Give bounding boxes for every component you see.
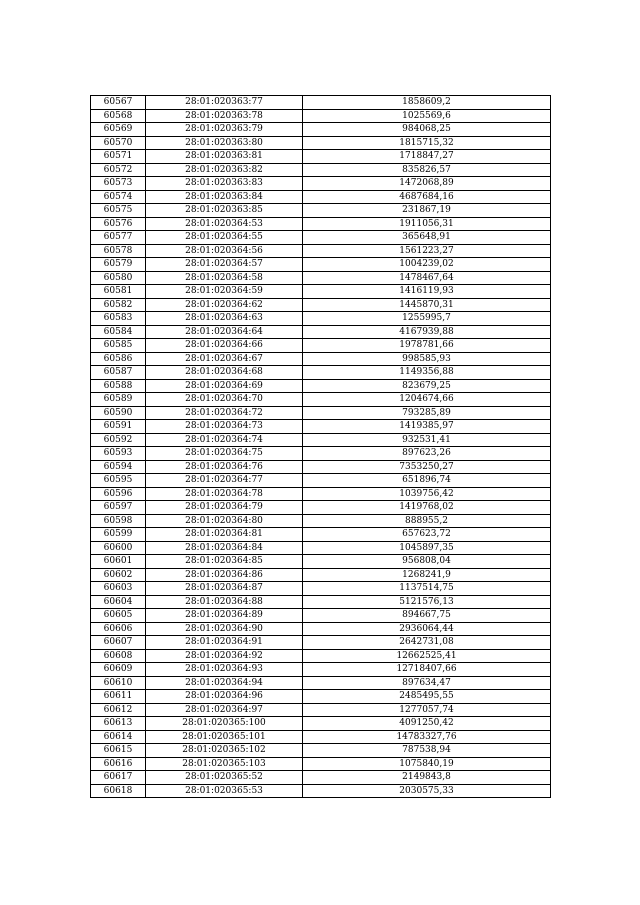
- table-row: [91, 325, 551, 339]
- cadastral-number-cell: 28:01:020364:88: [146, 595, 303, 609]
- cadastral-number-cell: 28:01:020364:62: [146, 298, 303, 312]
- row-number-cell: 60615: [91, 744, 146, 758]
- value-cell: 2642731,08: [303, 636, 551, 650]
- cadastral-number-cell: 28:01:020365:101: [146, 730, 303, 744]
- row-number-cell: 60614: [91, 730, 146, 744]
- row-number-cell: 60598: [91, 514, 146, 528]
- row-number-cell: 60609: [91, 663, 146, 677]
- row-number-cell: 60575: [91, 204, 146, 218]
- row-number-cell: 60595: [91, 474, 146, 488]
- row-number-cell: 60600: [91, 541, 146, 555]
- table-row: [91, 258, 551, 272]
- table-row: [91, 555, 551, 569]
- table-row: [91, 568, 551, 582]
- value-cell: 12718407,66: [303, 663, 551, 677]
- row-number-cell: 60568: [91, 109, 146, 123]
- table-row: [91, 717, 551, 731]
- row-number-cell: 60618: [91, 784, 146, 798]
- table-row: [91, 339, 551, 353]
- table-row: [91, 433, 551, 447]
- value-cell: 984068,25: [303, 123, 551, 137]
- cadastral-number-cell: 28:01:020365:100: [146, 717, 303, 731]
- table-row: [91, 784, 551, 798]
- table-row: [91, 487, 551, 501]
- cadastral-number-cell: 28:01:020365:52: [146, 771, 303, 785]
- cadastral-number-cell: 28:01:020364:55: [146, 231, 303, 245]
- cadastral-number-cell: 28:01:020363:80: [146, 136, 303, 150]
- row-number-cell: 60599: [91, 528, 146, 542]
- table-row: [91, 406, 551, 420]
- cadastral-number-cell: 28:01:020363:78: [146, 109, 303, 123]
- cadastral-number-cell: 28:01:020364:90: [146, 622, 303, 636]
- value-cell: 1277057,74: [303, 703, 551, 717]
- table-row: [91, 730, 551, 744]
- value-cell: 1419385,97: [303, 420, 551, 434]
- value-cell: 1416119,93: [303, 285, 551, 299]
- value-cell: 4687684,16: [303, 190, 551, 204]
- cadastral-number-cell: 28:01:020364:89: [146, 609, 303, 623]
- row-number-cell: 60594: [91, 460, 146, 474]
- cadastral-number-cell: 28:01:020364:69: [146, 379, 303, 393]
- row-number-cell: 60611: [91, 690, 146, 704]
- row-number-cell: 60573: [91, 177, 146, 191]
- row-number-cell: 60617: [91, 771, 146, 785]
- value-cell: 1858609,2: [303, 96, 551, 110]
- row-number-cell: 60605: [91, 609, 146, 623]
- value-cell: 2030575,33: [303, 784, 551, 798]
- cadastral-number-cell: 28:01:020364:76: [146, 460, 303, 474]
- value-cell: 1075840,19: [303, 757, 551, 771]
- table-row: [91, 136, 551, 150]
- table-row: [91, 636, 551, 650]
- cadastral-number-cell: 28:01:020364:92: [146, 649, 303, 663]
- row-number-cell: 60580: [91, 271, 146, 285]
- cadastral-number-cell: 28:01:020363:77: [146, 96, 303, 110]
- value-cell: 1255995,7: [303, 312, 551, 326]
- cadastral-number-cell: 28:01:020364:59: [146, 285, 303, 299]
- value-cell: 998585,93: [303, 352, 551, 366]
- cadastral-number-cell: 28:01:020364:56: [146, 244, 303, 258]
- cadastral-number-cell: 28:01:020364:53: [146, 217, 303, 231]
- row-number-cell: 60570: [91, 136, 146, 150]
- value-cell: 12662525,41: [303, 649, 551, 663]
- row-number-cell: 60612: [91, 703, 146, 717]
- row-number-cell: 60577: [91, 231, 146, 245]
- value-cell: 1137514,75: [303, 582, 551, 596]
- table-row: [91, 217, 551, 231]
- row-number-cell: 60585: [91, 339, 146, 353]
- cadastral-number-cell: 28:01:020365:103: [146, 757, 303, 771]
- value-cell: 651896,74: [303, 474, 551, 488]
- row-number-cell: 60606: [91, 622, 146, 636]
- cadastral-number-cell: 28:01:020365:102: [146, 744, 303, 758]
- cadastral-number-cell: 28:01:020363:82: [146, 163, 303, 177]
- row-number-cell: 60613: [91, 717, 146, 731]
- value-cell: 1039756,42: [303, 487, 551, 501]
- table-row: [91, 379, 551, 393]
- value-cell: 4167939,88: [303, 325, 551, 339]
- value-cell: 365648,91: [303, 231, 551, 245]
- value-cell: 932531,41: [303, 433, 551, 447]
- cadastral-number-cell: 28:01:020363:85: [146, 204, 303, 218]
- table-row: [91, 676, 551, 690]
- row-number-cell: 60576: [91, 217, 146, 231]
- row-number-cell: 60582: [91, 298, 146, 312]
- cadastral-number-cell: 28:01:020364:97: [146, 703, 303, 717]
- table-row: [91, 420, 551, 434]
- row-number-cell: 60590: [91, 406, 146, 420]
- value-cell: 1561223,27: [303, 244, 551, 258]
- row-number-cell: 60593: [91, 447, 146, 461]
- row-number-cell: 60586: [91, 352, 146, 366]
- cadastral-number-cell: 28:01:020364:74: [146, 433, 303, 447]
- value-cell: 1149356,88: [303, 366, 551, 380]
- cadastral-number-cell: 28:01:020364:93: [146, 663, 303, 677]
- value-cell: 894667,75: [303, 609, 551, 623]
- cadastral-number-cell: 28:01:020364:63: [146, 312, 303, 326]
- table-row: [91, 528, 551, 542]
- table-row: [91, 298, 551, 312]
- table-row: [91, 703, 551, 717]
- table-row: [91, 231, 551, 245]
- cadastral-number-cell: 28:01:020363:81: [146, 150, 303, 164]
- cadastral-number-cell: 28:01:020364:72: [146, 406, 303, 420]
- table-row: [91, 582, 551, 596]
- cadastral-number-cell: 28:01:020364:94: [146, 676, 303, 690]
- cadastral-number-cell: 28:01:020364:57: [146, 258, 303, 272]
- row-number-cell: 60584: [91, 325, 146, 339]
- cadastral-number-cell: 28:01:020364:91: [146, 636, 303, 650]
- value-cell: 1025569,6: [303, 109, 551, 123]
- table-row: [91, 204, 551, 218]
- table-row: [91, 123, 551, 137]
- table-row: [91, 514, 551, 528]
- row-number-cell: 60601: [91, 555, 146, 569]
- cadastral-number-cell: 28:01:020364:86: [146, 568, 303, 582]
- table-row: [91, 663, 551, 677]
- row-number-cell: 60616: [91, 757, 146, 771]
- value-cell: 1419768,02: [303, 501, 551, 515]
- value-cell: 1004239,02: [303, 258, 551, 272]
- table-row: [91, 757, 551, 771]
- table-row: [91, 312, 551, 326]
- value-cell: 2485495,55: [303, 690, 551, 704]
- table-row: [91, 150, 551, 164]
- table-row: [91, 366, 551, 380]
- row-number-cell: 60592: [91, 433, 146, 447]
- table-body: [91, 96, 551, 798]
- value-cell: 2936064,44: [303, 622, 551, 636]
- table-row: [91, 177, 551, 191]
- value-cell: 1911056,31: [303, 217, 551, 231]
- table-row: [91, 649, 551, 663]
- cadastral-number-cell: 28:01:020364:67: [146, 352, 303, 366]
- cadastral-number-cell: 28:01:020364:79: [146, 501, 303, 515]
- table-row: [91, 447, 551, 461]
- value-cell: 5121576,13: [303, 595, 551, 609]
- table-row: [91, 690, 551, 704]
- row-number-cell: 60591: [91, 420, 146, 434]
- cadastral-number-cell: 28:01:020363:79: [146, 123, 303, 137]
- row-number-cell: 60603: [91, 582, 146, 596]
- cadastral-value-table: [90, 95, 551, 798]
- cadastral-number-cell: 28:01:020364:58: [146, 271, 303, 285]
- cadastral-number-cell: 28:01:020363:83: [146, 177, 303, 191]
- row-number-cell: 60572: [91, 163, 146, 177]
- cadastral-number-cell: 28:01:020364:66: [146, 339, 303, 353]
- table-row: [91, 474, 551, 488]
- row-number-cell: 60581: [91, 285, 146, 299]
- cadastral-number-cell: 28:01:020363:84: [146, 190, 303, 204]
- table-row: [91, 609, 551, 623]
- cadastral-number-cell: 28:01:020364:81: [146, 528, 303, 542]
- cadastral-number-cell: 28:01:020365:53: [146, 784, 303, 798]
- cadastral-number-cell: 28:01:020364:73: [146, 420, 303, 434]
- row-number-cell: 60583: [91, 312, 146, 326]
- value-cell: 1978781,66: [303, 339, 551, 353]
- row-number-cell: 60569: [91, 123, 146, 137]
- row-number-cell: 60579: [91, 258, 146, 272]
- value-cell: 4091250,42: [303, 717, 551, 731]
- value-cell: 1204674,66: [303, 393, 551, 407]
- value-cell: 1478467,64: [303, 271, 551, 285]
- value-cell: 1472068,89: [303, 177, 551, 191]
- cadastral-number-cell: 28:01:020364:84: [146, 541, 303, 555]
- value-cell: 657623,72: [303, 528, 551, 542]
- value-cell: 793285,89: [303, 406, 551, 420]
- table-row: [91, 109, 551, 123]
- row-number-cell: 60587: [91, 366, 146, 380]
- table-row: [91, 96, 551, 110]
- cadastral-number-cell: 28:01:020364:75: [146, 447, 303, 461]
- cadastral-number-cell: 28:01:020364:68: [146, 366, 303, 380]
- value-cell: 835826,57: [303, 163, 551, 177]
- cadastral-number-cell: 28:01:020364:87: [146, 582, 303, 596]
- row-number-cell: 60578: [91, 244, 146, 258]
- table-row: [91, 393, 551, 407]
- value-cell: 888955,2: [303, 514, 551, 528]
- cadastral-number-cell: 28:01:020364:77: [146, 474, 303, 488]
- value-cell: 897634,47: [303, 676, 551, 690]
- table-row: [91, 460, 551, 474]
- row-number-cell: 60602: [91, 568, 146, 582]
- table-row: [91, 595, 551, 609]
- table-row: [91, 501, 551, 515]
- value-cell: 1268241,9: [303, 568, 551, 582]
- table-row: [91, 771, 551, 785]
- value-cell: 2149843,8: [303, 771, 551, 785]
- table-row: [91, 622, 551, 636]
- cadastral-number-cell: 28:01:020364:64: [146, 325, 303, 339]
- value-cell: 956808,04: [303, 555, 551, 569]
- cadastral-number-cell: 28:01:020364:80: [146, 514, 303, 528]
- value-cell: 14783327,76: [303, 730, 551, 744]
- row-number-cell: 60589: [91, 393, 146, 407]
- row-number-cell: 60567: [91, 96, 146, 110]
- cadastral-number-cell: 28:01:020364:70: [146, 393, 303, 407]
- row-number-cell: 60571: [91, 150, 146, 164]
- value-cell: 1718847,27: [303, 150, 551, 164]
- value-cell: 1045897,35: [303, 541, 551, 555]
- cadastral-number-cell: 28:01:020364:96: [146, 690, 303, 704]
- value-cell: 897623,26: [303, 447, 551, 461]
- table-row: [91, 285, 551, 299]
- row-number-cell: 60610: [91, 676, 146, 690]
- cadastral-number-cell: 28:01:020364:78: [146, 487, 303, 501]
- row-number-cell: 60588: [91, 379, 146, 393]
- cadastral-number-cell: 28:01:020364:85: [146, 555, 303, 569]
- value-cell: 823679,25: [303, 379, 551, 393]
- value-cell: 7353250,27: [303, 460, 551, 474]
- table-row: [91, 244, 551, 258]
- table-row: [91, 744, 551, 758]
- table-row: [91, 271, 551, 285]
- table-row: [91, 190, 551, 204]
- row-number-cell: 60607: [91, 636, 146, 650]
- value-cell: 1815715,32: [303, 136, 551, 150]
- table-row: [91, 541, 551, 555]
- value-cell: 231867,19: [303, 204, 551, 218]
- row-number-cell: 60596: [91, 487, 146, 501]
- row-number-cell: 60608: [91, 649, 146, 663]
- row-number-cell: 60597: [91, 501, 146, 515]
- value-cell: 787538,94: [303, 744, 551, 758]
- value-cell: 1445870,31: [303, 298, 551, 312]
- row-number-cell: 60604: [91, 595, 146, 609]
- table-row: [91, 352, 551, 366]
- table-row: [91, 163, 551, 177]
- row-number-cell: 60574: [91, 190, 146, 204]
